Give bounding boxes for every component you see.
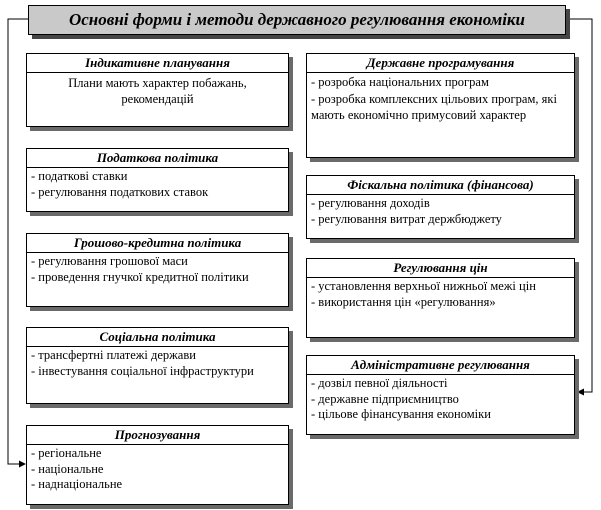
right-arrowhead	[577, 389, 584, 396]
left-arrowhead	[19, 461, 26, 468]
box-heading: Індикативне планування	[27, 54, 288, 73]
box-item: - інвестування соціальної інфраструктури	[31, 363, 254, 378]
box-item: - дозвіл певної діяльності	[311, 376, 448, 390]
box-item: - розробка національних програм	[311, 75, 489, 89]
box-item: - проведення гнучкої кредитної політики	[31, 269, 249, 284]
box-state-programming	[306, 53, 575, 158]
box-item: - трансфертні платежі держави	[31, 348, 196, 362]
box-item: - національне	[31, 461, 104, 476]
box-item: - цільове фінансування економіки	[311, 407, 491, 421]
box-body	[307, 278, 574, 311]
box-item: - державне підприємництво	[311, 391, 459, 406]
box-item: - регіональне	[31, 446, 102, 460]
box-heading: Адміністративне регулювання	[307, 356, 574, 375]
box-body	[27, 73, 288, 108]
box-heading: Державне програмування	[307, 54, 574, 73]
box-body	[307, 195, 574, 228]
box-body	[27, 445, 288, 494]
box-social-policy	[26, 327, 289, 404]
box-body	[27, 347, 288, 380]
box-heading: Регулювання цін	[307, 259, 574, 278]
box-item: Плани мають характер побажань, рекомендацій	[68, 76, 247, 106]
box-heading: Прогнозування	[27, 426, 288, 445]
box-heading: Соціальна політика	[27, 328, 288, 347]
box-fiscal-policy	[306, 175, 575, 239]
box-item: - установлення верхньої нижньої межі цін	[311, 279, 536, 293]
box-heading: Грошово-кредитна політика	[27, 234, 288, 253]
box-item: - регулювання доходів	[311, 196, 430, 210]
diagram-title: Основні форми і методи державного регулювання економіки	[28, 5, 566, 35]
box-body	[27, 168, 288, 201]
box-body	[307, 375, 574, 424]
box-item: - регулювання грошової маси	[31, 254, 188, 268]
box-forecasting	[26, 425, 289, 505]
box-administrative-regulation	[306, 355, 575, 435]
box-heading: Фіскальна політика (фінансова)	[307, 176, 574, 195]
box-price-regulation	[306, 258, 575, 338]
box-item: - використання цін «регулювання»	[311, 294, 496, 309]
box-indicative-planning	[26, 53, 289, 127]
box-item: - наднаціональне	[31, 477, 123, 491]
box-item: - податкові ставки	[31, 169, 128, 183]
box-body	[27, 253, 288, 286]
box-item: - регулювання витрат держбюджету	[311, 211, 502, 226]
box-heading: Податкова політика	[27, 149, 288, 168]
box-monetary-policy	[26, 233, 289, 307]
box-body	[307, 73, 574, 125]
left-connector	[8, 19, 28, 464]
box-tax-policy	[26, 148, 289, 212]
box-item: - розробка комплексних цільових програм, які мають економічно примусовий характер	[311, 91, 557, 122]
box-item: - регулювання податкових ставок	[31, 184, 209, 199]
